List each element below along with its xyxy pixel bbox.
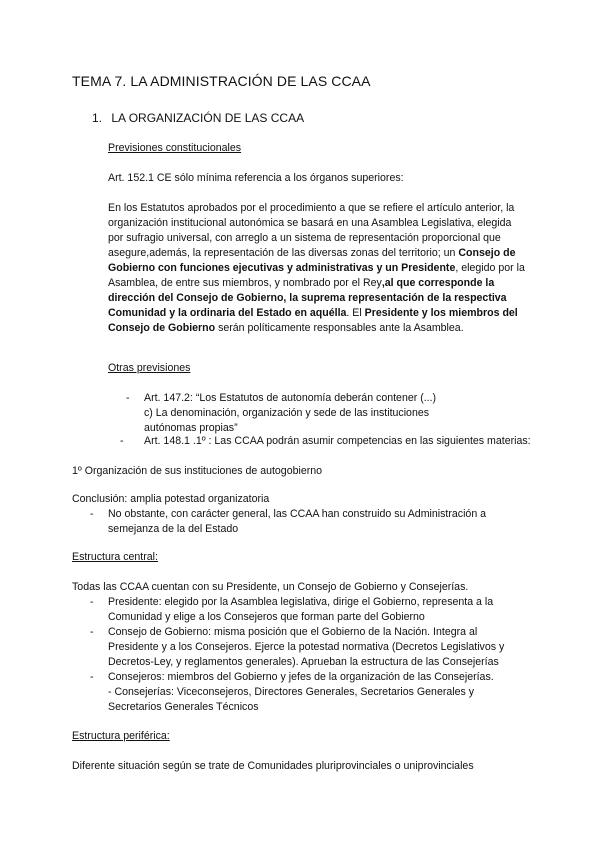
art147-line2: c) La denominación, organización y sede de las instituciones autónomas propias” (144, 407, 430, 434)
consejeros-item: Consejeros: miembros del Gobierno y jefes de la organización de las Consejerías. (108, 671, 494, 683)
bullet-dash: - (90, 596, 94, 608)
consejo-item: Consejo de Gobierno: misma posición que el Gobierno de la Nación. Integra al Presidente y a los Consejeros. Ejerce la potestad normativa (Decretos Legislativos y Decretos-Ley, y reglamentos generales). Aprueban la estructura de las Consejerías (108, 626, 505, 668)
quote-text-4: serán políticamente responsables ante la Asamblea. (215, 322, 464, 334)
bullet-dash: - (90, 508, 94, 520)
central-heading: Estructura central: (72, 551, 158, 563)
bullet-dash: - (90, 626, 94, 638)
section-title: LA ORGANIZACIÓN DE LAS CCAA (111, 111, 305, 125)
previsiones-heading: Previsiones constitucionales (108, 142, 242, 154)
quote-bold-3: Presidente y los miembros del Consejo de Gobierno (108, 307, 518, 334)
periferica-heading: Estructura periférica: (72, 730, 170, 742)
art152-text: Art. 152.1 CE sólo mínima referencia a los órganos superiores: (108, 172, 404, 184)
art147-line1: Art. 147.2: “Los Estatutos de autonomía deberán contener (...) (144, 392, 437, 404)
section-heading (92, 110, 304, 126)
quote-text-3: . El (346, 307, 365, 319)
bullet-dash: - (90, 671, 94, 683)
conclusion-item: No obstante, con carácter general, las CCAA han construido su Administración a semejanza de la del Estado (108, 508, 487, 535)
bullet-dash: - (120, 435, 124, 447)
section-number: 1. (92, 111, 103, 125)
materia-text: 1º Organización de sus instituciones de autogobierno (72, 465, 323, 477)
quote-bold-2: ,al que corresponde la dirección del Consejo de Gobierno, la suprema representación de la respectiva Comunidad y la ordinaria del Estado en aquélla (108, 277, 507, 319)
otras-heading: Otras previsiones (108, 362, 191, 374)
estatutos-quote (108, 201, 526, 336)
consejerias-subitem: - Consejerías: Viceconsejeros, Directores Generales, Secretarios Generales y Secretarios Generales Técnicos (108, 686, 475, 713)
conclusion-text: Conclusión: amplia potestad organizatoria (72, 493, 270, 505)
page-title: TEMA 7. LA ADMINISTRACIÓN DE LAS CCAA (72, 73, 371, 89)
central-intro: Todas las CCAA cuentan con su Presidente, un Consejo de Gobierno y Consejerías. (72, 581, 469, 593)
quote-bold-1: Consejo de Gobierno con funciones ejecutivas y administrativas y un Presidente (108, 247, 516, 274)
art147-item (144, 391, 474, 436)
art148-item: Art. 148.1 .1º : Las CCAA podrán asumir competencias en las siguientes materias: (144, 435, 531, 447)
presidente-item: Presidente: elegido por la Asamblea legislativa, dirige el Gobierno, representa a la Comunidad y elige a los Consejeros que forman parte del Gobierno (108, 596, 494, 623)
bullet-dash: - (126, 392, 130, 404)
periferica-text: Diferente situación según se trate de Comunidades pluriprovinciales o uniprovinciales (72, 760, 474, 772)
quote-text-2: , elegido por la Asamblea, de entre sus miembros, y nombrado por el Rey (108, 262, 525, 289)
quote-text-1: En los Estatutos aprobados por el procedimiento a que se refiere el artículo anterior, la organización institucional autonómica se basará en una Asamblea Legislativa, elegida por sufragio universal, con arreglo a un sistema de representación proporcional que asegure,además, la representación de las diversas zonas del territorio; un (108, 202, 515, 259)
